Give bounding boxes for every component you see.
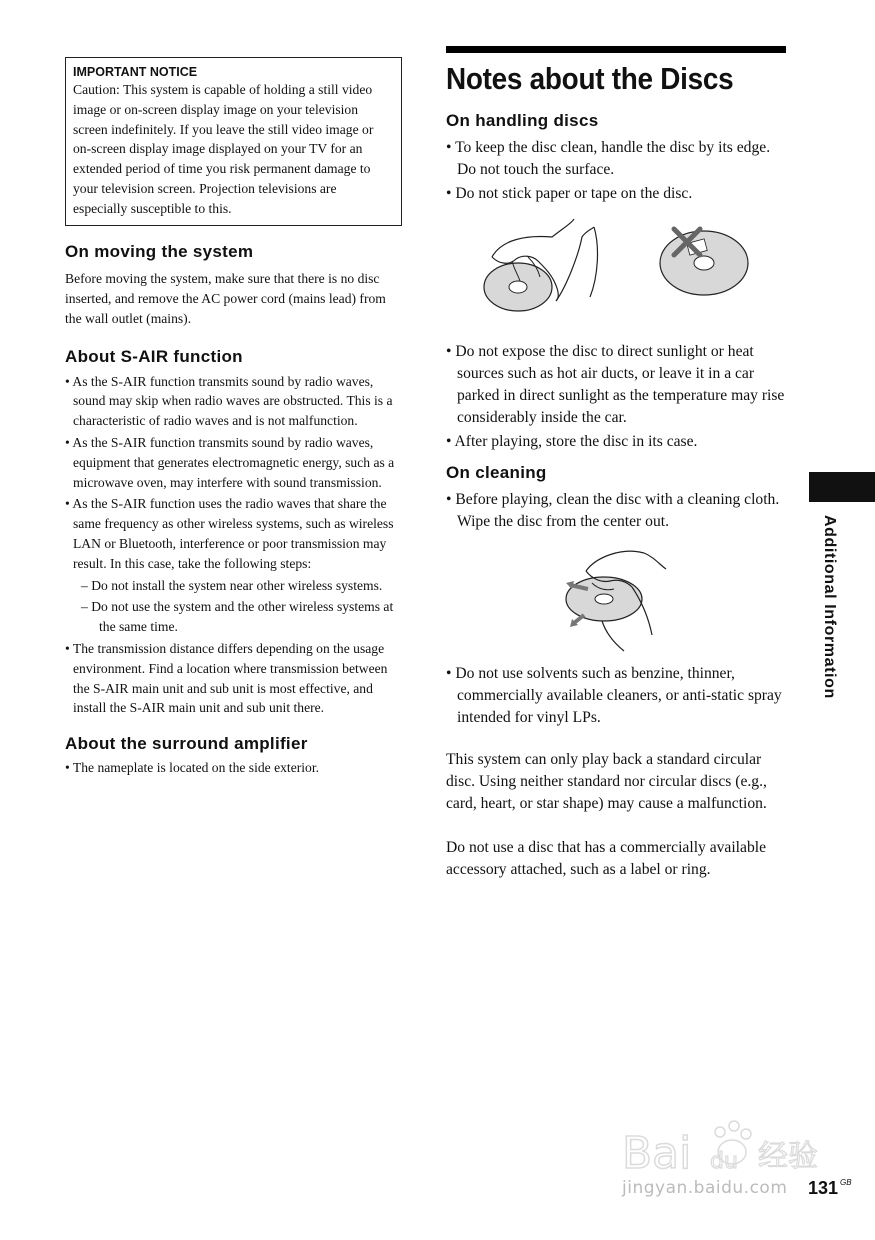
list-item: • The nameplate is located on the side exterior. [65,760,320,776]
important-notice-box [65,57,402,226]
list-item: • The transmission distance differs depending on the usage environment. Find a location where transmission between the S-AIR main unit and sub unit is most effective, and install the S-AIR main unit and sub unit there. [65,640,388,716]
sair-heading: About S-AIR function [65,346,243,366]
svg-text:Bai: Bai [622,1128,692,1178]
left-column [65,57,402,780]
amplifier-heading: About the surround amplifier [65,734,308,754]
sub-list-item: – Do not use the system and the other wireless systems at the same time. [81,599,394,635]
section-tab-label: Additional Information [821,515,838,699]
sair-list [65,372,402,719]
sub-list-item: – Do not install the system near other wireless systems. [81,577,383,593]
handling-illustration [446,217,786,335]
list-item-text: • Before playing, clean the disc with a cleaning cloth. [446,491,780,508]
notice-body: Caution: This system is capable of holding a still video image or on-screen display image on your television screen indefinitely. If you leave the still video image or on-screen display image displayed on your TV for an extended period of time you risk permanent damage to your television screen. Projection televisions are especially susceptible to this. [73,82,374,216]
sair-sub-list [73,576,402,637]
watermark-url: jingyan.baidu.com [622,1178,788,1198]
section-tab-marker [809,472,875,502]
list-item: • To keep the disc clean, handle the disc by its edge. Do not touch the surface. [446,139,771,178]
disc-no-touch-icon [658,223,753,303]
paragraph-accessory: Do not use a disc that has a commercially available accessory attached, such as a label or ring. [446,839,766,878]
moving-heading: On moving the system [65,241,254,261]
list-item: • Do not stick paper or tape on the disc. [446,185,693,202]
paragraph-standard-disc: This system can only play back a standard circular disc. Using neither standard nor circular discs (e.g., card, heart, or star shape) may cause a malfunction. [446,751,767,812]
page-number-value: 131 [808,1178,839,1198]
list-item: • Do not expose the disc to direct sunlight or heat sources such as hot air ducts, or leave it in a car parked in direct sunlight as the temperature may rise considerably inside the car. [446,343,785,426]
list-item: • As the S-AIR function transmits sound by radio waves, sound may skip when radio waves are obstructed. This is a characteristic of radio waves and is not malfunction. [65,373,393,429]
disc-wipe-icon [562,543,672,655]
list-item [65,494,402,637]
amplifier-list [65,758,402,778]
watermark [622,1118,822,1178]
list-item [446,489,786,533]
list-item-text-2: Wipe the disc from the center out. [457,513,669,530]
baidu-paw-logo-icon [622,1118,822,1178]
handling-list-2 [446,341,786,453]
svg-text:经验: 经验 [758,1139,818,1174]
cleaning-heading: On cleaning [446,463,547,482]
page-number [808,1178,852,1199]
disc-held-by-edge-icon [482,217,612,327]
handling-heading: On handling discs [446,111,599,130]
handling-list [446,137,786,205]
svg-text:du: du [710,1149,738,1174]
list-item-text: • As the S-AIR function uses the radio waves that share the same frequency as other wireless systems, such as wireless LAN or Bluetooth, interference or poor transmission may result. In this case, take the following steps: [65,496,394,571]
cleaning-list-2 [446,663,786,729]
notice-title: IMPORTANT NOTICE [73,65,198,79]
page-number-suffix: GB [840,1178,852,1187]
moving-body: Before moving the system, make sure that there is no disc inserted, and remove the AC power cord (mains lead) from the wall outlet (mains). [65,270,386,326]
list-item: • As the S-AIR function transmits sound by radio waves, equipment that generates electromagnetic energy, such as a microwave oven, may interfere with sound transmission. [65,434,395,490]
list-item: • Do not use solvents such as benzine, thinner, commercially available cleaners, or anti-static spray intended for vinyl LPs. [446,665,782,726]
right-column [446,46,786,881]
list-item: • After playing, store the disc in its case. [446,433,698,450]
cleaning-illustration [446,543,786,663]
title-rule [446,46,786,53]
page-title: Notes about the Discs [446,61,734,96]
cleaning-list [446,489,786,533]
